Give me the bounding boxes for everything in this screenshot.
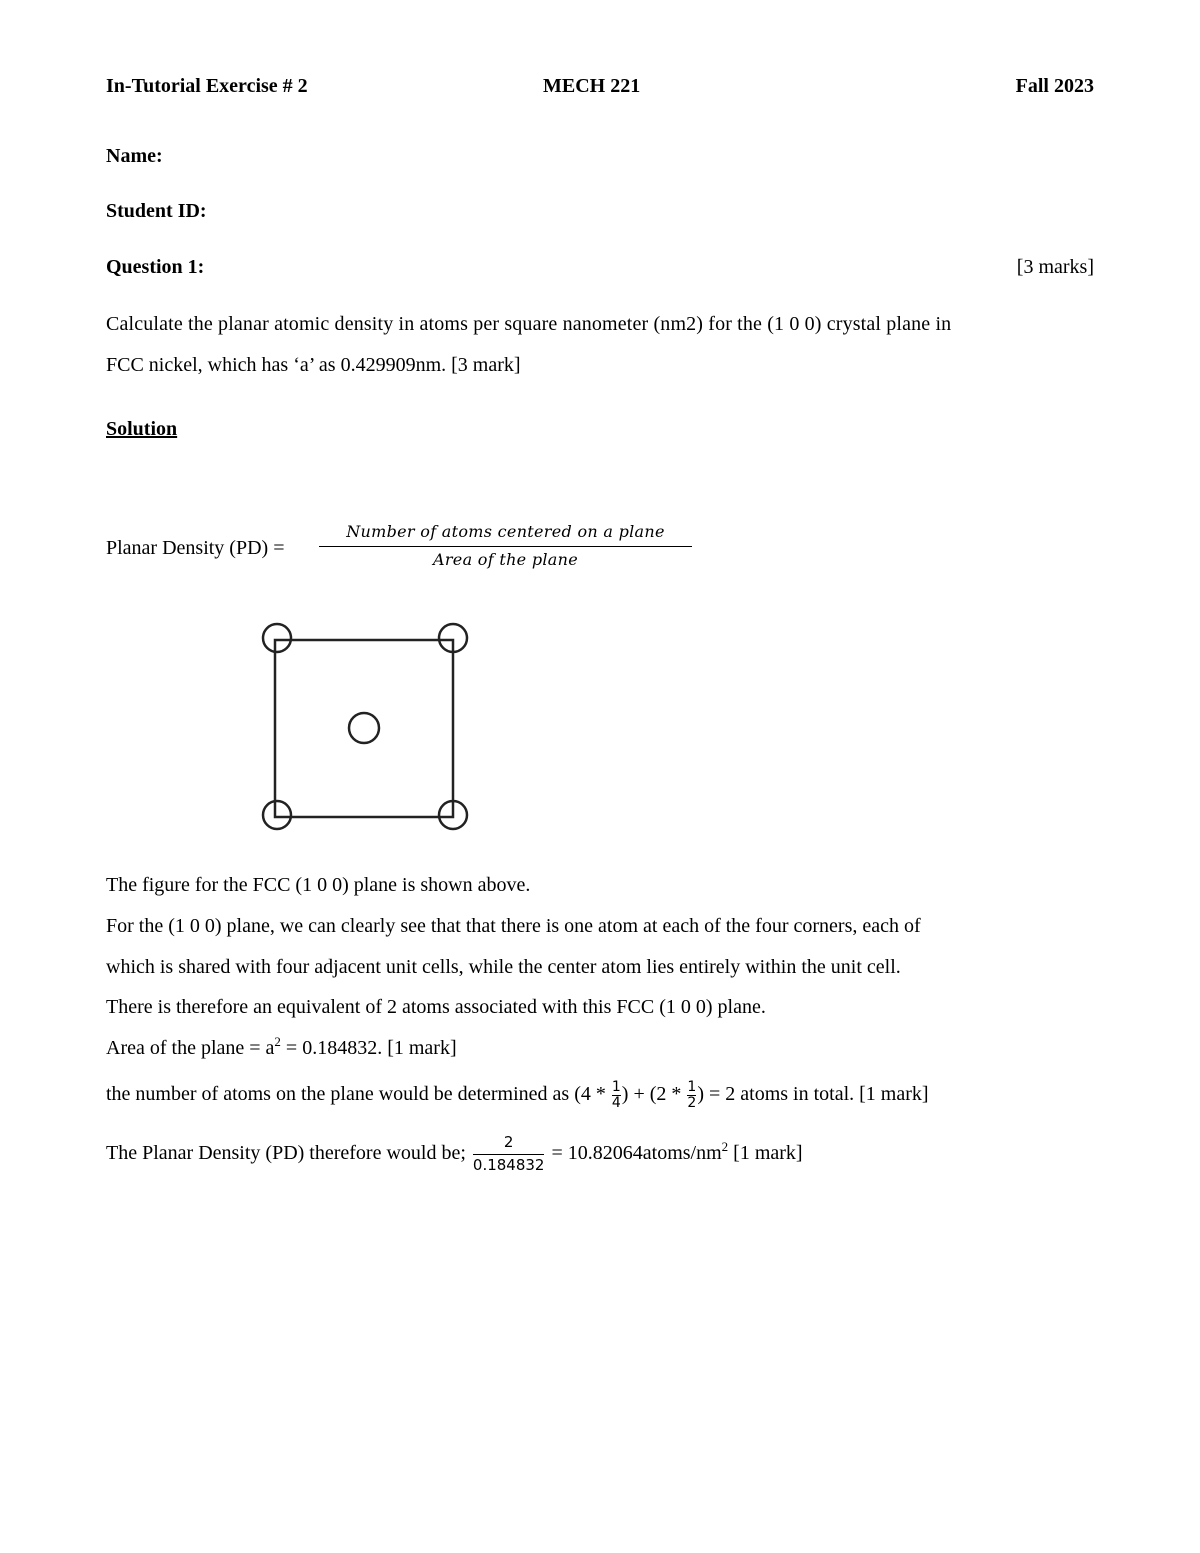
atoms-fraction-quarter	[612, 1080, 621, 1110]
center-atom	[349, 713, 379, 743]
atoms-mid: ) + (2 *	[621, 1083, 687, 1105]
student-id-label: Student ID:	[106, 200, 207, 222]
header-course-code: MECH 221	[543, 75, 641, 97]
fcc-100-plane-figure	[255, 618, 475, 833]
atoms-frac1-numerator: 1	[611, 1079, 621, 1096]
pd-formula-fraction	[319, 520, 692, 571]
question-marks: [3 marks]	[1016, 256, 1094, 278]
atoms-count-line	[106, 1072, 929, 1116]
pd-final-mark: [1 mark]	[728, 1142, 803, 1164]
pd-final-denominator: 0.184832	[472, 1155, 545, 1174]
solution-heading: Solution	[106, 418, 178, 440]
area-prefix: Area of the plane = a	[106, 1037, 275, 1059]
area-suffix: = 0.184832. [1 mark]	[280, 1037, 457, 1059]
pd-final-numerator: 2	[503, 1133, 514, 1152]
pd-final-fraction	[471, 1135, 547, 1174]
explanation-line2: which is shared with four adjacent unit cells, while the center atom lies entirely within the unit cell.	[106, 956, 901, 978]
header-exercise-title: In-Tutorial Exercise # 2	[106, 75, 308, 97]
pd-formula-denominator: Area of the plane	[433, 550, 578, 569]
equivalent-atoms-text: There is therefore an equivalent of 2 atoms associated with this FCC (1 0 0) plane.	[106, 996, 766, 1018]
unit-cell-square	[275, 640, 453, 817]
explanation-line1: For the (1 0 0) plane, we can clearly see that that there is one atom at each of the four corners, each of	[106, 915, 921, 937]
corner-atom-top-left	[263, 624, 291, 652]
pd-final-line	[106, 1126, 803, 1182]
atoms-frac2-denominator: 2	[687, 1094, 697, 1111]
question-label: Question 1:	[106, 256, 205, 278]
question-text-line2: FCC nickel, which has ‘a’ as 0.429909nm. [3 mark]	[106, 354, 521, 376]
atoms-fraction-half	[687, 1080, 696, 1110]
pd-final-bar	[473, 1154, 545, 1155]
pd-formula-bar	[319, 546, 692, 547]
pd-formula-label: Planar Density (PD) =	[106, 537, 285, 559]
figure-caption-text: The figure for the FCC (1 0 0) plane is shown above.	[106, 874, 531, 896]
corner-atom-bottom-left	[263, 801, 291, 829]
area-line	[106, 1034, 457, 1060]
area-exponent: 2	[274, 1034, 281, 1049]
atoms-prefix: the number of atoms on the plane would be determined as (4 *	[106, 1083, 611, 1105]
pd-final-value: = 10.82064atoms/nm	[546, 1142, 722, 1164]
atoms-frac2-numerator: 1	[687, 1079, 697, 1096]
atoms-frac1-denominator: 4	[611, 1094, 621, 1111]
pd-final-prefix: The Planar Density (PD) therefore would be;	[106, 1142, 471, 1164]
header-term: Fall 2023	[1015, 75, 1094, 97]
pd-formula-numerator: Number of atoms centered on a plane	[346, 522, 665, 541]
atoms-suffix: ) = 2 atoms in total. [1 mark]	[697, 1083, 929, 1105]
question-text-line1: Calculate the planar atomic density in atoms per square nanometer (nm2) for the (1 0 0) crystal plane in	[106, 313, 952, 335]
pd-final-exponent: 2	[721, 1139, 729, 1154]
name-label: Name:	[106, 145, 163, 167]
